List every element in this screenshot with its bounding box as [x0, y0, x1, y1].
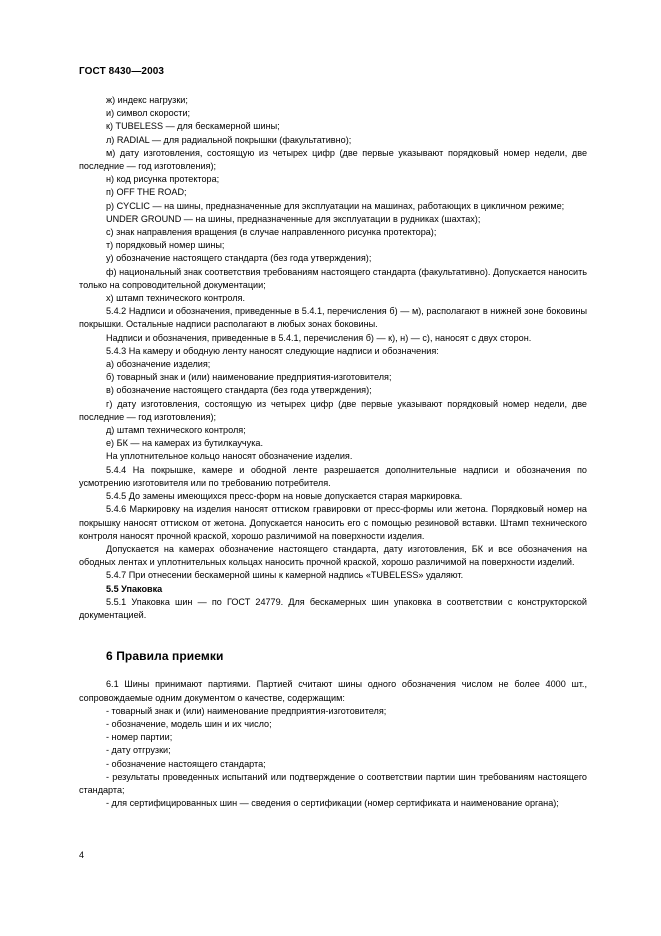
list-item: ж) индекс нагрузки;: [106, 95, 188, 105]
list-item: UNDER GROUND — на шины, предназначенные для эксплуатации в рудниках (шахтах);: [106, 213, 481, 224]
list-item: д) штамп технического контроля;: [106, 425, 246, 436]
list-item: - номер партии;: [106, 732, 173, 743]
paragraph: 5.4.3 На камеру и ободную ленту наносят следующие надписи и обозначения:: [106, 345, 439, 356]
paragraph: 5.4.2 Надписи и обозначения, приведенные в 5.4.1, перечисления б) — м), располагают в нижней зоне боковины покрышки. Остальные надписи располагают в любых зонах боковины.: [79, 306, 587, 330]
list-item: х) штамп технического контроля.: [106, 293, 245, 304]
list-item: р) CYCLIC — на шины, предназначенные для эксплуатации на машинах, работающих в цикличном режиме;: [106, 200, 565, 211]
page-number: 4: [79, 850, 85, 860]
list-item: ф) национальный знак соответствия требованиям настоящего стандарта (факультативно). Допускается наносить только на сопроводительной документации;: [79, 266, 587, 290]
list-item: л) RADIAL — для радиальной покрышки (факультативно);: [106, 134, 352, 145]
list-item: а) обозначение изделия;: [106, 359, 211, 370]
list-item: - товарный знак и (или) наименование предприятия-изготовителя;: [106, 705, 387, 716]
list-item: у) обозначение настоящего стандарта (без года утверждения);: [106, 253, 372, 264]
list-item: - для сертифицированных шин — сведения о сертификации (номер сертификата и наименование органа);: [106, 798, 559, 809]
list-item: с) знак направления вращения (в случае направленного рисунка протектора);: [106, 227, 437, 238]
section-title: 6 Правила приемки: [106, 649, 224, 664]
paragraph: Допускается на камерах обозначение настоящего стандарта, дату изготовления, БК и все обозначения на ободных лентах и уплотнительных кольцах наносить прочной краской, хорошо различимой на поверхности изделий.: [79, 543, 587, 568]
subsection-title: 5.5 Упаковка: [106, 583, 163, 594]
paragraph: Надписи и обозначения, приведенные в 5.4.1, перечисления б) — к), н) — с), наносят с двух сторон.: [106, 332, 532, 343]
paragraph: 5.4.4 На покрышке, камере и ободной ленте разрешается дополнительные надписи и обозначения по усмотрению изготовителя или по требованию потребителя.: [79, 464, 587, 488]
list-item: - результаты проведенных испытаний или подтверждение о соответствии партии шин требованиям настоящего стандарта;: [79, 771, 587, 795]
paragraph: 5.5.1 Упаковка шин — по ГОСТ 24779. Для бескамерных шин упаковка в соответствии с конструкторской документацией.: [79, 596, 587, 620]
list-item: к) TUBELESS — для бескамерной шины;: [106, 121, 280, 132]
paragraph: 6.1 Шины принимают партиями. Партией считают шины одного обозначения числом не более 4000 шт., сопровождаемые одним документом о качестве, содержащим:: [79, 679, 587, 703]
list-item: - обозначение, модель шин и их число;: [106, 718, 272, 729]
document-header: ГОСТ 8430—2003: [79, 66, 165, 77]
paragraph: 5.4.6 Маркировку на изделия наносят оттиском гравировки от пресс-формы или жетона. Порядковый номер на покрышку наносят оттиском от жетона. Допускается наносить его с помощью резиновой вставки. Штамп технического контроля наносят прочной краской, хорошо различимой на поверхности изделия.: [79, 504, 587, 541]
list-item: т) порядковый номер шины;: [106, 240, 225, 251]
list-item: в) обозначение настоящего стандарта (без года утверждения);: [106, 385, 372, 396]
list-item: - обозначение настоящего стандарта;: [106, 758, 266, 769]
list-item: е) БК — на камерах из бутилкаучука.: [106, 438, 263, 449]
list-item: п) OFF THE ROAD;: [106, 187, 187, 198]
list-item: г) дату изготовления, состоящую из четырех цифр (две первые указывают порядковый номер недели, две последние — год изготовления);: [79, 398, 587, 422]
list-item: б) товарный знак и (или) наименование предприятия-изготовителя;: [106, 372, 392, 383]
list-item: - дату отгрузки;: [106, 745, 171, 756]
paragraph: 5.4.5 До замены имеющихся пресс-форм на новые допускается старая маркировка.: [106, 491, 463, 502]
paragraph: 5.4.7 При отнесении бескамерной шины к камерной надпись «TUBELESS» удаляют.: [106, 570, 464, 581]
paragraph: На уплотнительное кольцо наносят обозначение изделия.: [106, 451, 353, 462]
list-item: и) символ скорости;: [106, 108, 191, 119]
list-item: м) дату изготовления, состоящую из четырех цифр (две первые указывают порядковый номер недели, две последние — год изготовления);: [79, 147, 587, 172]
page-body: [79, 94, 587, 810]
list-item: н) код рисунка протектора;: [106, 174, 220, 185]
